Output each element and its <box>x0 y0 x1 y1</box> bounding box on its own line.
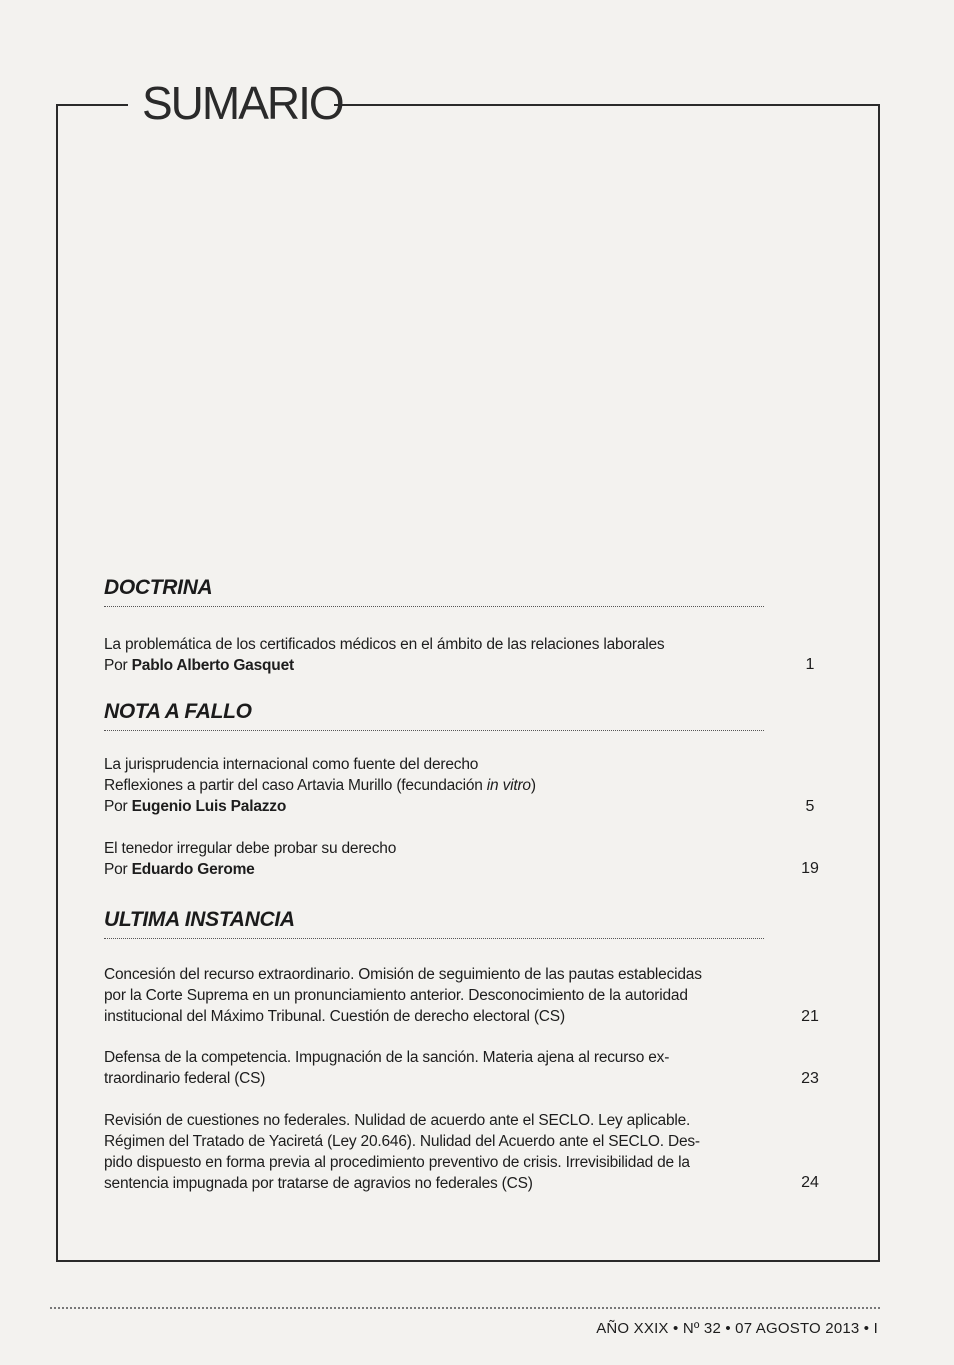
section-heading-ultima-instancia: ULTIMA INSTANCIA <box>104 908 295 931</box>
entry-title-line: traordinario federal (CS) <box>104 1070 266 1087</box>
toc-entry <box>104 1110 764 1194</box>
entry-author-line <box>104 859 764 880</box>
toc-entry <box>104 964 764 1027</box>
subtitle-close: ) <box>530 777 536 794</box>
entry-title-line: Defensa de la competencia. Impugnación de la sanción. Materia ajena al recurso ex- <box>104 1049 670 1066</box>
subtitle-text: Reflexiones a partir del caso Artavia Murillo (fecundación <box>104 777 487 794</box>
entry-title-line: pido dispuesto en forma previa al procedimiento preventivo de crisis. Irrevisibilidad de la <box>104 1154 690 1171</box>
entry-title-line: La problemática de los certificados médicos en el ámbito de las relaciones laborales <box>104 636 665 653</box>
page-number: 1 <box>805 656 815 673</box>
section-rule <box>104 938 764 939</box>
page-title: SUMARIO <box>142 77 343 129</box>
section-rule <box>104 606 764 607</box>
entry-title-line: Concesión del recurso extraordinario. Omisión de seguimiento de las pautas establecidas <box>104 966 702 983</box>
frame-top-rule-right <box>334 104 880 106</box>
section-heading-nota-a-fallo: NOTA A FALLO <box>104 700 252 723</box>
page-number: 23 <box>801 1070 819 1087</box>
entry-subtitle-line <box>104 775 764 796</box>
author-prefix: Por <box>104 657 132 674</box>
toc-entry <box>104 754 764 817</box>
page-number: 24 <box>801 1174 819 1191</box>
frame-top-rule-left <box>56 104 128 106</box>
page-number: 21 <box>801 1008 819 1025</box>
entry-title-line: por la Corte Suprema en un pronunciamiento anterior. Desconocimiento de la autoridad <box>104 987 688 1004</box>
author-prefix: Por <box>104 861 132 878</box>
entry-author-line <box>104 796 764 817</box>
toc-entry <box>104 634 764 676</box>
author-name: Eugenio Luis Palazzo <box>131 798 287 815</box>
page-number: 19 <box>801 860 819 877</box>
entry-title-line: Régimen del Tratado de Yaciretá (Ley 20.646). Nulidad del Acuerdo ante el SECLO. Des- <box>104 1133 700 1150</box>
toc-entry <box>104 838 764 880</box>
page-footer: AÑO XXIX • Nº 32 • 07 AGOSTO 2013 • I <box>596 1320 878 1337</box>
author-prefix: Por <box>104 798 132 815</box>
entry-title-line: La jurisprudencia internacional como fuente del derecho <box>104 756 479 773</box>
page-number: 5 <box>805 798 815 815</box>
entry-author-line <box>104 655 764 676</box>
section-heading-doctrina: DOCTRINA <box>104 576 213 599</box>
subtitle-italic: in vitro <box>486 777 531 794</box>
entry-title-line: sentencia impugnada por tratarse de agravios no federales (CS) <box>104 1175 533 1192</box>
entry-title-line: Revisión de cuestiones no federales. Nulidad de acuerdo ante el SECLO. Ley aplicable. <box>104 1112 691 1129</box>
section-rule <box>104 730 764 731</box>
footer-rule <box>50 1307 880 1309</box>
entry-title-line: institucional del Máximo Tribunal. Cuestión de derecho electoral (CS) <box>104 1008 565 1025</box>
toc-entry <box>104 1047 764 1089</box>
entry-title-line: El tenedor irregular debe probar su derecho <box>104 840 397 857</box>
author-name: Pablo Alberto Gasquet <box>131 657 294 674</box>
author-name: Eduardo Gerome <box>131 861 255 878</box>
